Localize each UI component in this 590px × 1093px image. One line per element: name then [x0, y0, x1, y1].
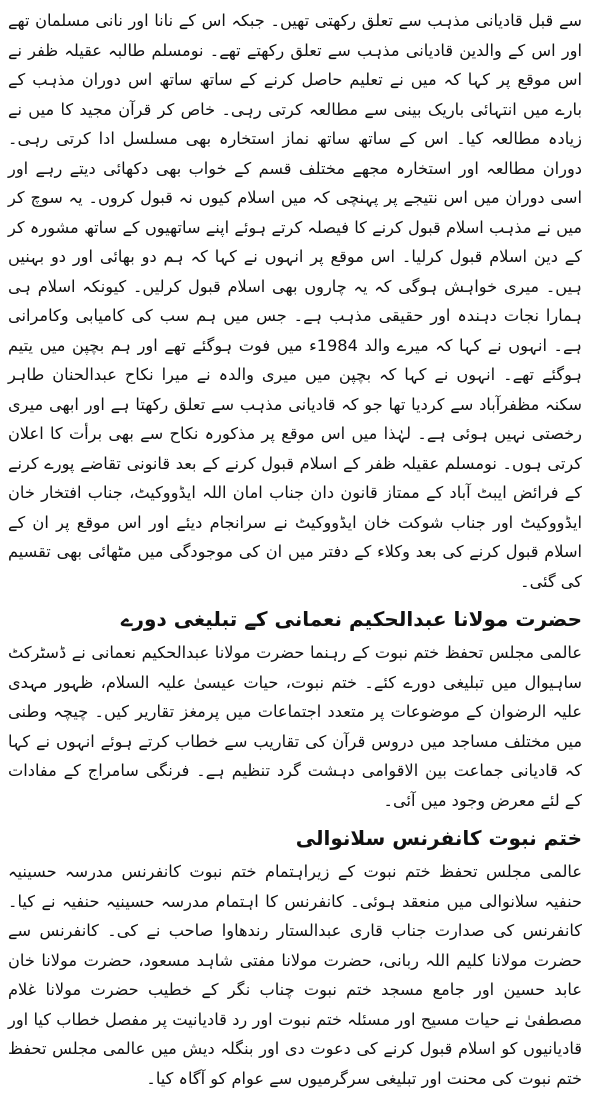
section-heading-tablighi-dauray: حضرت مولانا عبدالحکیم نعمانی کے تبلیغی دورے: [120, 607, 582, 631]
section-conference: [8, 823, 582, 1093]
body-paragraph-2: عالمی مجلس تحفظ ختم نبوت کے رہنما حضرت مولانا عبدالحکیم نعمانی نے ڈسٹرکٹ ساہیوال میں تبلیغی دورے کئے۔ ختم نبوت، حیات عیسیٰ علیہ السلام، ظہور مہدی علیہ الرضوان کے موضوعات پر متعدد اجتماعات میں پرمغز تقاریر کیں۔ چیچہ وطنی میں مختلف مساجد میں دروس قرآن کی تقاریب سے خطاب کرتے ہوئے انہوں نے کہا کہ قادیانی جماعت بین الاقوامی دہشت گرد تنظیم ہے۔ فرنگی سامراج کے مفادات کے لئے معرض وجود میں آئی۔: [8, 643, 582, 810]
body-paragraph-1: سے قبل قادیانی مذہب سے تعلق رکھتی تھیں۔ جبکہ اس کے نانا اور نانی مسلمان تھے اور اس کے والدین قادیانی مذہب سے تعلق رکھتے تھے۔ نومسلم طالبہ عقیلہ ظفر نے اس موقع پر کہا کہ میں نے تعلیم حاصل کرنے کے ساتھ ساتھ اس دوران مذہب کے بارے میں انتہائی باریک بینی سے مطالعہ کرتی رہی۔ خاص کر قرآن مجید کا میں نے زیادہ مطالعہ کیا۔ اس کے ساتھ ساتھ نماز استخارہ بھی مسلسل ادا کرتی رہی۔ دوران مطالعہ اور استخارہ مجھے مختلف قسم کے خواب بھی دکھائی دیتے رہے اور اسی دوران میں اس نتیجے پر پہنچی کہ میں اسلام کیوں نہ قبول کروں۔ یہ سوچ کر میں نے مذہب اسلام قبول کرنے کا فیصلہ کرتے ہوئے اپنے ساتھیوں کے ساتھ مشورہ کر کے دین اسلام قبول کرلیا۔ اس موقع پر انہوں نے کہا کہ ہم دو بھائی اور دو بہنیں ہیں۔ میری خواہش ہوگی کہ یہ چاروں بھی اسلام قبول کرلیں۔ کیونکہ اسلام ہی ہمارا نجات دہندہ اور حقیقی مذہب ہے۔ جس میں ہم سب کی کامیابی وکامرانی ہے۔ انہوں نے کہا کہ میرے والد 1984ء میں فوت ہوگئے تھے اور ہم بچپن میں یتیم ہوگئے تھے۔ انہوں نے کہا کہ بچپن میں میری والدہ نے میرا نکاح عبدالحنان طاہر سکنہ مظفرآباد سے کردیا تھا جو کہ قادیانی مذہب سے تعلق رکھتا ہے اور ابھی میری رخصتی نہیں ہوئی ہے۔ لہٰذا میں اس موقع پر مذکورہ نکاح سے بھی برأت کا اعلان کرتی ہوں۔ نومسلم عقیلہ ظفر کے اسلام قبول کرنے کے بعد قانونی تقاضے پورے کرنے کے فرائض ایبٹ آباد کے ممتاز قانون دان جناب امان اللہ ایڈووکیٹ، جناب افتخار خان ایڈووکیٹ اور جناب شوکت خان ایڈووکیٹ نے سرانجام دیئے اور اس موقع پر ان کے اسلام قبول کرنے کی بعد وکلاء کے دفتر میں ان کی موجودگی میں مٹھائی بھی تقسیم کی گئی۔: [8, 11, 582, 591]
body-paragraph-3: عالمی مجلس تحفظ ختم نبوت کے زیراہتمام ختم نبوت کانفرنس مدرسہ حسینیہ حنفیہ سلانوالی میں منعقد ہوئی۔ کانفرنس کا اہتمام مدرسہ حسینیہ حنفیہ نے کیا۔ کانفرنس کی صدارت جناب قاری عبدالستار رندھاوا صاحب نے کی۔ کانفرنس سے حضرت مولانا کلیم اللہ ربانی، حضرت مولانا مفتی شاہد مسعود، حضرت مولانا خان عابد حسین اور جامع مسجد ختم نبوت چناب نگر کے خطیب حضرت مولانا غلام مصطفیٰ نے حیات مسیح اور مسئلہ ختم نبوت اور رد قادیانیت پر مفصل خطاب کیا اور قادیانیوں کو اسلام قبول کرنے کی دعوت دی اور بنگلہ دیش میں عالمی مجلس تحفظ ختم نبوت کی محنت اور تبلیغی سرگرمیوں سے عوام کو آگاہ کیا۔: [8, 862, 582, 1088]
section-heading-conference: ختم نبوت کانفرنس سلانوالی: [295, 826, 582, 850]
section-tablighi-dauray: [8, 604, 582, 815]
